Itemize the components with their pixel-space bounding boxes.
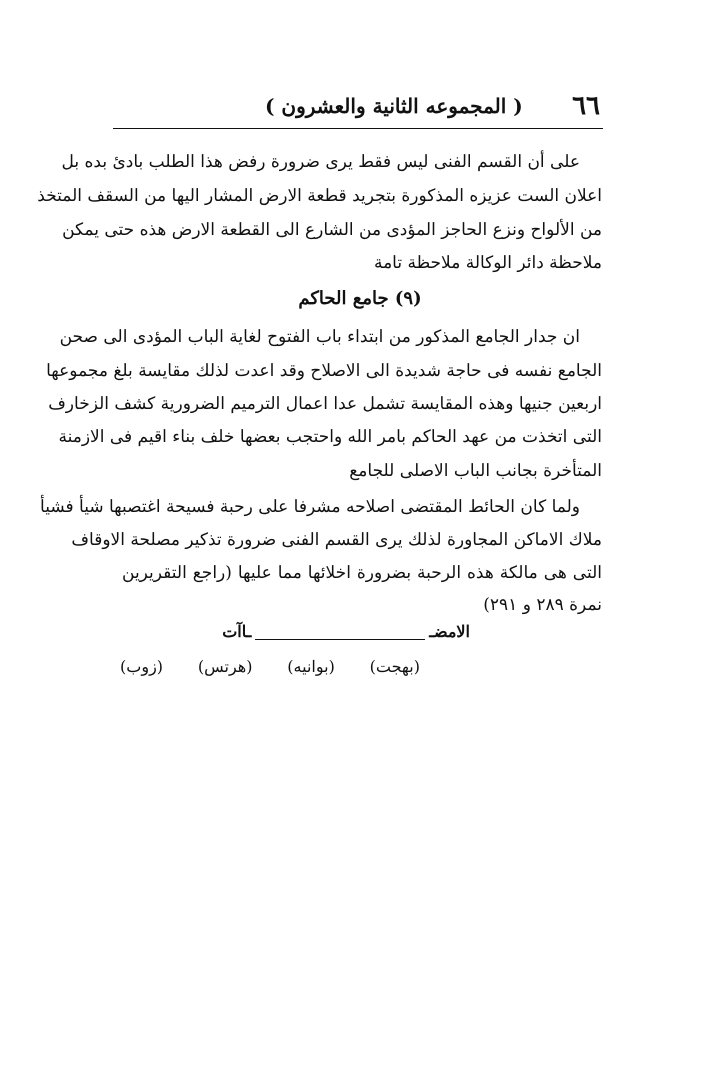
paragraph-line: اعلان الست عزيزه المذكورة بتجريد قطعة الارض المشار اليها من السقف المتخذ (37, 186, 602, 206)
signature-fill-line (255, 625, 425, 640)
signatures-label: الامضـ (429, 622, 470, 641)
signatures-label-suffix: ـاآت (222, 622, 252, 641)
signatory-name: (بهجت) (369, 657, 420, 676)
paragraph-line: المتأخرة بجانب الباب الاصلى للجامع (349, 461, 602, 481)
paragraph-line: من الألواح ونزع الحاجز المؤدى من الشارع الى القطعة الارض هذه حتى يمكن (62, 220, 602, 240)
signatory-name: (هرتس) (197, 657, 253, 676)
paragraph-line: ان جدار الجامع المذكور من ابتداء باب الفتوح لغاية الباب المؤدى الى صحن (59, 327, 580, 347)
paragraph-line: ملاحظة دائر الوكالة ملاحظة تامة (373, 253, 602, 273)
section-heading: (٩) جامع الحاكم (298, 288, 422, 309)
paragraph-line: التى هى مالكة هذه الرحبة بضرورة اخلائها مما عليها (راجع التقريرين (122, 563, 602, 583)
paragraph-line: ولما كان الحائط المقتضى اصلاحه مشرفا على رحبة فسيحة اغتصبها شيأ فشيأ (40, 497, 580, 517)
signatures-heading (110, 617, 470, 647)
paragraph-line: نمرة ٢٨٩ و ٢٩١) (483, 595, 602, 615)
paragraph-line: التى اتخذت من عهد الحاكم بامر الله واحتجب بعضها خلف بناء اقيم فى الازمنة (58, 427, 602, 447)
running-head-title: ( المجموعه الثانية والعشرون ) (265, 94, 523, 118)
signatory-names (120, 652, 420, 682)
paragraph-line: الجامع نفسه فى حاجة شديدة الى الاصلاح وقد اعدت لذلك مقايسة بلغ مجموعها (46, 361, 602, 381)
page-number: ٦٦ (572, 91, 600, 121)
signatory-name: (زوب) (120, 657, 164, 676)
paragraph-line: اربعين جنيها وهذه المقايسة تشمل عدا اعمال الترميم الضرورية كشف الزخارف (48, 394, 602, 414)
paragraph-line: ملاك الاماكن المجاورة لذلك يرى القسم الفنى ضرورة تذكير مصلحة الاوقاف (71, 530, 602, 550)
running-head (115, 86, 600, 126)
header-rule (113, 128, 603, 129)
paragraph-line: على أن القسم الفنى ليس فقط يرى ضرورة رفض هذا الطلب بادئ بده بل (61, 152, 580, 172)
signatory-name: (بوانيه) (287, 657, 335, 676)
